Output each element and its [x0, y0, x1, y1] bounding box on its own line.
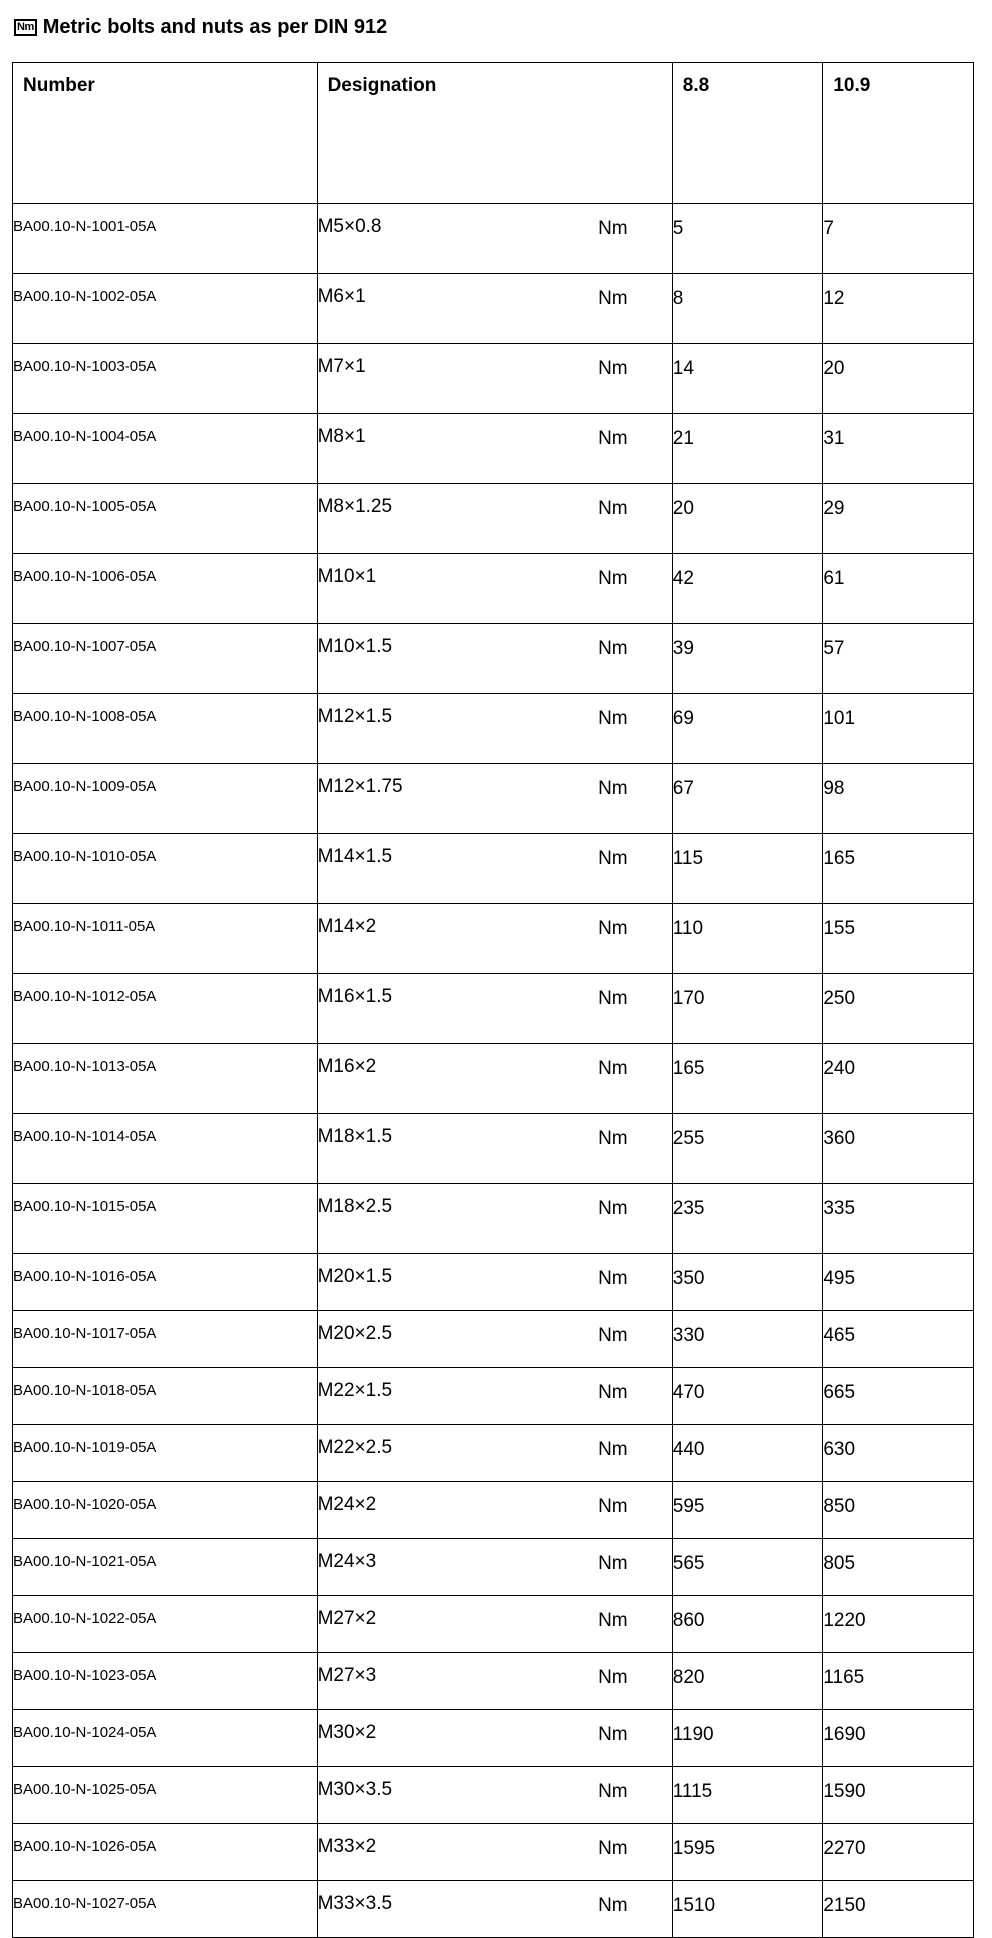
- torque-8-8-cell: 1595: [672, 1824, 823, 1881]
- torque-8-8-cell: 14: [672, 344, 823, 414]
- designation-cell: M12×1.5: [317, 694, 598, 764]
- torque-8-8-cell: 21: [672, 414, 823, 484]
- torque-8-8-cell: 330: [672, 1311, 823, 1368]
- table-row: [13, 834, 974, 904]
- unit-cell: Nm: [598, 554, 672, 624]
- designation-cell: M22×2.5: [317, 1425, 598, 1482]
- unit-cell: Nm: [598, 414, 672, 484]
- torque-8-8-cell: 860: [672, 1596, 823, 1653]
- torque-8-8-cell: 350: [672, 1254, 823, 1311]
- torque-10-9-cell: 98: [823, 764, 974, 834]
- designation-cell: M18×2.5: [317, 1184, 598, 1254]
- torque-10-9-cell: 1165: [823, 1653, 974, 1710]
- table-row: [13, 274, 974, 344]
- designation-cell: M14×1.5: [317, 834, 598, 904]
- table-row: [13, 414, 974, 484]
- unit-cell: Nm: [598, 1710, 672, 1767]
- torque-10-9-cell: 31: [823, 414, 974, 484]
- torque-8-8-cell: 595: [672, 1482, 823, 1539]
- torque-8-8-cell: 470: [672, 1368, 823, 1425]
- designation-cell: M33×3.5: [317, 1881, 598, 1938]
- torque-10-9-cell: 250: [823, 974, 974, 1044]
- torque-8-8-cell: 170: [672, 974, 823, 1044]
- designation-cell: M30×2: [317, 1710, 598, 1767]
- table-row: [13, 1482, 974, 1539]
- part-number-cell: BA00.10-N-1020-05A: [13, 1482, 318, 1539]
- designation-cell: M6×1: [317, 274, 598, 344]
- table-row: [13, 1184, 974, 1254]
- table-row: [13, 1824, 974, 1881]
- designation-cell: M24×3: [317, 1539, 598, 1596]
- designation-cell: M12×1.75: [317, 764, 598, 834]
- unit-cell: Nm: [598, 344, 672, 414]
- designation-cell: M16×1.5: [317, 974, 598, 1044]
- torque-8-8-cell: 1115: [672, 1767, 823, 1824]
- part-number-cell: BA00.10-N-1016-05A: [13, 1254, 318, 1311]
- designation-cell: M24×2: [317, 1482, 598, 1539]
- table-row: [13, 1653, 974, 1710]
- part-number-cell: BA00.10-N-1017-05A: [13, 1311, 318, 1368]
- torque-10-9-cell: 630: [823, 1425, 974, 1482]
- part-number-cell: BA00.10-N-1011-05A: [13, 904, 318, 974]
- table-row: [13, 1539, 974, 1596]
- unit-cell: Nm: [598, 1254, 672, 1311]
- torque-10-9-cell: 57: [823, 624, 974, 694]
- part-number-cell: BA00.10-N-1006-05A: [13, 554, 318, 624]
- unit-cell: Nm: [598, 1184, 672, 1254]
- unit-cell: Nm: [598, 694, 672, 764]
- designation-cell: M33×2: [317, 1824, 598, 1881]
- part-number-cell: BA00.10-N-1008-05A: [13, 694, 318, 764]
- unit-cell: Nm: [598, 624, 672, 694]
- part-number-cell: BA00.10-N-1012-05A: [13, 974, 318, 1044]
- part-number-cell: BA00.10-N-1001-05A: [13, 204, 318, 274]
- unit-cell: Nm: [598, 1596, 672, 1653]
- torque-8-8-cell: 235: [672, 1184, 823, 1254]
- torque-8-8-cell: 42: [672, 554, 823, 624]
- part-number-cell: BA00.10-N-1026-05A: [13, 1824, 318, 1881]
- torque-nm-icon: Nm: [14, 19, 37, 36]
- unit-cell: Nm: [598, 1653, 672, 1710]
- torque-10-9-cell: 165: [823, 834, 974, 904]
- unit-cell: Nm: [598, 904, 672, 974]
- designation-cell: M18×1.5: [317, 1114, 598, 1184]
- unit-cell: Nm: [598, 1767, 672, 1824]
- document-heading: [14, 14, 387, 40]
- torque-10-9-cell: 2270: [823, 1824, 974, 1881]
- torque-10-9-cell: 12: [823, 274, 974, 344]
- part-number-cell: BA00.10-N-1019-05A: [13, 1425, 318, 1482]
- part-number-cell: BA00.10-N-1018-05A: [13, 1368, 318, 1425]
- torque-8-8-cell: 165: [672, 1044, 823, 1114]
- torque-10-9-cell: 335: [823, 1184, 974, 1254]
- column-header-designation: Designation: [317, 63, 672, 204]
- part-number-cell: BA00.10-N-1023-05A: [13, 1653, 318, 1710]
- designation-cell: M14×2: [317, 904, 598, 974]
- unit-cell: Nm: [598, 204, 672, 274]
- part-number-cell: BA00.10-N-1010-05A: [13, 834, 318, 904]
- torque-10-9-cell: 29: [823, 484, 974, 554]
- document-title: Metric bolts and nuts as per DIN 912: [42, 15, 388, 38]
- torque-8-8-cell: 67: [672, 764, 823, 834]
- unit-cell: Nm: [598, 1824, 672, 1881]
- designation-cell: M22×1.5: [317, 1368, 598, 1425]
- torque-10-9-cell: 155: [823, 904, 974, 974]
- designation-cell: M8×1.25: [317, 484, 598, 554]
- torque-10-9-cell: 101: [823, 694, 974, 764]
- table-header-row: [13, 63, 974, 204]
- torque-10-9-cell: 7: [823, 204, 974, 274]
- part-number-cell: BA00.10-N-1013-05A: [13, 1044, 318, 1114]
- torque-10-9-cell: 2150: [823, 1881, 974, 1938]
- torque-8-8-cell: 255: [672, 1114, 823, 1184]
- part-number-cell: BA00.10-N-1022-05A: [13, 1596, 318, 1653]
- designation-cell: M8×1: [317, 414, 598, 484]
- torque-8-8-cell: 115: [672, 834, 823, 904]
- torque-10-9-cell: 240: [823, 1044, 974, 1114]
- designation-cell: M10×1.5: [317, 624, 598, 694]
- torque-10-9-cell: 360: [823, 1114, 974, 1184]
- part-number-cell: BA00.10-N-1003-05A: [13, 344, 318, 414]
- part-number-cell: BA00.10-N-1002-05A: [13, 274, 318, 344]
- part-number-cell: BA00.10-N-1024-05A: [13, 1710, 318, 1767]
- torque-10-9-cell: 20: [823, 344, 974, 414]
- torque-10-9-cell: 465: [823, 1311, 974, 1368]
- designation-cell: M20×2.5: [317, 1311, 598, 1368]
- torque-10-9-cell: 1220: [823, 1596, 974, 1653]
- table-row: [13, 1044, 974, 1114]
- torque-8-8-cell: 110: [672, 904, 823, 974]
- designation-cell: M10×1: [317, 554, 598, 624]
- torque-10-9-cell: 61: [823, 554, 974, 624]
- table-row: [13, 694, 974, 764]
- table-row: [13, 764, 974, 834]
- part-number-cell: BA00.10-N-1014-05A: [13, 1114, 318, 1184]
- unit-cell: Nm: [598, 1881, 672, 1938]
- part-number-cell: BA00.10-N-1027-05A: [13, 1881, 318, 1938]
- part-number-cell: BA00.10-N-1004-05A: [13, 414, 318, 484]
- table-body: [13, 204, 974, 1938]
- part-number-cell: BA00.10-N-1025-05A: [13, 1767, 318, 1824]
- table-row: [13, 1114, 974, 1184]
- column-header-grade-10-9: 10.9: [823, 63, 974, 204]
- torque-8-8-cell: 5: [672, 204, 823, 274]
- unit-cell: Nm: [598, 1311, 672, 1368]
- column-header-grade-8-8: 8.8: [672, 63, 823, 204]
- torque-8-8-cell: 1510: [672, 1881, 823, 1938]
- table-row: [13, 204, 974, 274]
- designation-cell: M16×2: [317, 1044, 598, 1114]
- designation-cell: M27×3: [317, 1653, 598, 1710]
- table-row: [13, 1767, 974, 1824]
- unit-cell: Nm: [598, 1368, 672, 1425]
- unit-cell: Nm: [598, 1482, 672, 1539]
- unit-cell: Nm: [598, 1114, 672, 1184]
- designation-cell: M5×0.8: [317, 204, 598, 274]
- table-row: [13, 1710, 974, 1767]
- torque-10-9-cell: 805: [823, 1539, 974, 1596]
- table-row: [13, 344, 974, 414]
- torque-10-9-cell: 850: [823, 1482, 974, 1539]
- torque-8-8-cell: 565: [672, 1539, 823, 1596]
- torque-8-8-cell: 39: [672, 624, 823, 694]
- part-number-cell: BA00.10-N-1021-05A: [13, 1539, 318, 1596]
- table-row: [13, 1425, 974, 1482]
- table-row: [13, 1596, 974, 1653]
- table-row: [13, 1368, 974, 1425]
- torque-8-8-cell: 1190: [672, 1710, 823, 1767]
- table-row: [13, 554, 974, 624]
- unit-cell: Nm: [598, 484, 672, 554]
- unit-cell: Nm: [598, 1044, 672, 1114]
- table-row: [13, 1311, 974, 1368]
- torque-8-8-cell: 440: [672, 1425, 823, 1482]
- torque-table: [12, 62, 974, 1938]
- unit-cell: Nm: [598, 764, 672, 834]
- designation-cell: M20×1.5: [317, 1254, 598, 1311]
- part-number-cell: BA00.10-N-1009-05A: [13, 764, 318, 834]
- part-number-cell: BA00.10-N-1007-05A: [13, 624, 318, 694]
- designation-cell: M27×2: [317, 1596, 598, 1653]
- unit-cell: Nm: [598, 274, 672, 344]
- torque-8-8-cell: 8: [672, 274, 823, 344]
- table-row: [13, 974, 974, 1044]
- designation-cell: M30×3.5: [317, 1767, 598, 1824]
- torque-10-9-cell: 665: [823, 1368, 974, 1425]
- torque-10-9-cell: 1590: [823, 1767, 974, 1824]
- part-number-cell: BA00.10-N-1005-05A: [13, 484, 318, 554]
- table-row: [13, 1881, 974, 1938]
- torque-10-9-cell: 495: [823, 1254, 974, 1311]
- unit-cell: Nm: [598, 834, 672, 904]
- unit-cell: Nm: [598, 974, 672, 1044]
- column-header-number: Number: [13, 63, 318, 204]
- table-row: [13, 624, 974, 694]
- unit-cell: Nm: [598, 1539, 672, 1596]
- torque-10-9-cell: 1690: [823, 1710, 974, 1767]
- table-row: [13, 1254, 974, 1311]
- table-row: [13, 904, 974, 974]
- designation-cell: M7×1: [317, 344, 598, 414]
- torque-8-8-cell: 69: [672, 694, 823, 764]
- torque-8-8-cell: 820: [672, 1653, 823, 1710]
- table-row: [13, 484, 974, 554]
- torque-8-8-cell: 20: [672, 484, 823, 554]
- part-number-cell: BA00.10-N-1015-05A: [13, 1184, 318, 1254]
- unit-cell: Nm: [598, 1425, 672, 1482]
